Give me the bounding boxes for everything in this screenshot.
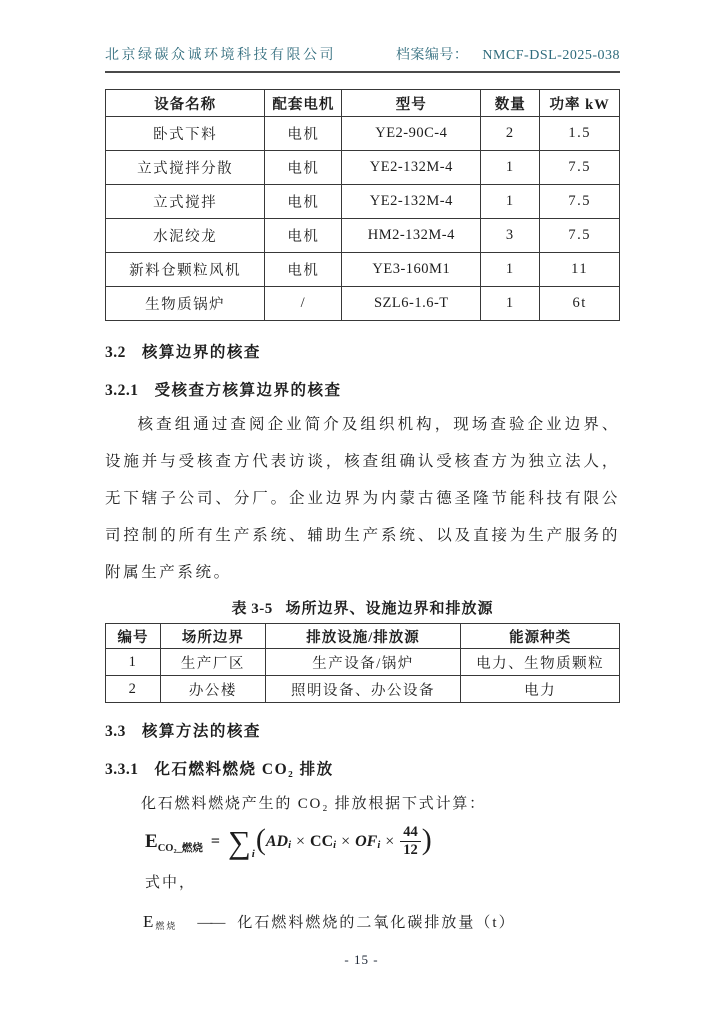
- fraction-44-12: [400, 825, 421, 858]
- file-number-block: [396, 44, 620, 64]
- equipment-table: [105, 89, 620, 321]
- table-cell: 照明设备、办公设备: [265, 676, 460, 703]
- boundary-table: [105, 623, 620, 703]
- column-header: 型号: [342, 90, 481, 117]
- close-paren: ): [421, 822, 432, 856]
- table-row: [106, 219, 620, 253]
- table-cell: 电机: [265, 151, 342, 185]
- fraction-numerator: 44: [400, 825, 421, 842]
- table-cell: 1: [481, 253, 540, 287]
- var-AD: AD: [265, 832, 289, 850]
- formula-lhs: E: [145, 830, 158, 852]
- column-header: 配套电机: [265, 90, 342, 117]
- boundary-paragraph: 核查组通过查阅企业简介及组织机构，现场查验企业边界、设施并与受核查方代表访谈，核查组确认受核查方为独立法人，无下辖子公司、分厂。企业边界为内蒙古德圣隆节能科技有限公司控制的所有生产系统、辅助生产系统、以及直接为生产服务的附属生产系统。: [105, 416, 620, 581]
- table-cell: YE2-132M-4: [342, 151, 481, 185]
- column-header: 场所边界: [160, 624, 265, 649]
- column-header: 能源种类: [461, 624, 620, 649]
- table-cell: 电机: [265, 253, 342, 287]
- table-cell: YE2-90C-4: [342, 117, 481, 151]
- table-cell: 电力、生物质颗粒: [461, 649, 620, 676]
- file-number-label: 档案编号：: [395, 48, 469, 63]
- table-cell: 1: [481, 151, 540, 185]
- symbol-E-subscript: 燃烧: [155, 921, 178, 932]
- table-cell: 1: [481, 287, 540, 321]
- section-number: 3.2: [105, 344, 126, 361]
- table-cell: 生产设备/锅炉: [265, 649, 460, 676]
- table-row: [106, 649, 620, 676]
- table-cell: 3: [481, 219, 540, 253]
- symbol-E: E: [143, 912, 156, 932]
- table-cell: 7.5: [540, 219, 620, 253]
- table-3-5-caption: [105, 597, 620, 618]
- var-OF: OF: [355, 832, 378, 850]
- table-header-row: [106, 624, 620, 649]
- section-number: 3.3: [105, 723, 126, 740]
- where-label: 式中，: [145, 875, 197, 892]
- times-sign: ×: [385, 832, 395, 850]
- section-title: 核算方法的核查: [141, 723, 261, 740]
- table-cell: HM2-132M-4: [342, 219, 481, 253]
- table-row: [106, 185, 620, 219]
- table-cell: 电机: [265, 117, 342, 151]
- open-paren: (: [255, 822, 266, 856]
- table-cell: 电机: [265, 219, 342, 253]
- file-number-value: NMCF-DSL-2025-038: [482, 48, 620, 63]
- table-cell: 6t: [540, 287, 620, 321]
- fraction-denominator: 12: [403, 842, 418, 859]
- table-cell: 7.5: [540, 185, 620, 219]
- section-heading-3-3-1: [105, 757, 620, 779]
- formula-intro: 化石燃料燃烧产生的 CO₂ 排放根据下式计算：: [141, 796, 486, 812]
- table-row: [106, 253, 620, 287]
- table-cell: 水泥绞龙: [106, 219, 265, 253]
- var-CC-subscript: i: [333, 840, 337, 852]
- table-header-row: [106, 90, 620, 117]
- table-caption-title: 场所边界、设施边界和排放源: [285, 601, 494, 617]
- column-header: 设备名称: [106, 90, 265, 117]
- table-cell: 7.5: [540, 151, 620, 185]
- symbol-definition: [143, 911, 620, 932]
- table-row: [106, 287, 620, 321]
- page-header: [105, 44, 620, 73]
- table-cell: 卧式下料: [106, 117, 265, 151]
- table-cell: 2: [481, 117, 540, 151]
- section-title: 化石燃料燃烧 CO₂ 排放: [154, 761, 334, 778]
- column-header: 编号: [106, 624, 161, 649]
- table-cell: 立式搅拌: [106, 185, 265, 219]
- var-AD-subscript: i: [288, 840, 291, 852]
- section-title: 核算边界的核查: [141, 344, 261, 361]
- sigma-subscript: i: [251, 847, 255, 860]
- page-number: - 15 -: [344, 952, 379, 967]
- table-cell: /: [265, 287, 342, 321]
- table-cell: 电力: [461, 676, 620, 703]
- table-cell: 立式搅拌分散: [106, 151, 265, 185]
- co2-combustion-formula: [145, 822, 620, 860]
- section-heading-3-2: [105, 340, 620, 362]
- table-row: [106, 117, 620, 151]
- table-cell: 生物质锅炉: [106, 287, 265, 321]
- times-sign: ×: [341, 832, 351, 850]
- table-cell: SZL6-1.6-T: [342, 287, 481, 321]
- table-cell: 办公楼: [160, 676, 265, 703]
- section-heading-3-2-1: [105, 378, 620, 400]
- table-cell: 1: [481, 185, 540, 219]
- section-heading-3-3: [105, 719, 620, 741]
- section-title: 受核查方核算边界的核查: [154, 382, 342, 399]
- company-name: 北京绿碳众诚环境科技有限公司: [105, 48, 336, 63]
- table-row: [106, 676, 620, 703]
- table-caption-label: 表 3-5: [231, 601, 273, 617]
- sigma-symbol: ∑: [227, 823, 251, 860]
- section-number: 3.2.1: [105, 382, 139, 399]
- table-cell: 2: [106, 676, 161, 703]
- column-header: 排放设施/排放源: [265, 624, 460, 649]
- equals-sign: =: [210, 832, 220, 850]
- table-cell: 新料仓颗粒风机: [106, 253, 265, 287]
- var-OF-subscript: i: [377, 840, 381, 852]
- section-number: 3.3.1: [105, 761, 139, 778]
- table-cell: 1.5: [540, 117, 620, 151]
- column-header: 功率 kW: [540, 90, 620, 117]
- column-header: 数量: [481, 90, 540, 117]
- table-cell: YE2-132M-4: [342, 185, 481, 219]
- definition-dash: ——: [197, 915, 224, 932]
- table-cell: 11: [540, 253, 620, 287]
- table-cell: 生产厂区: [160, 649, 265, 676]
- table-row: [106, 151, 620, 185]
- definition-text: 化石燃料燃烧的二氧化碳排放量（t）: [237, 915, 516, 932]
- times-sign: ×: [296, 832, 306, 850]
- formula-lhs-subscript: CO₂_燃烧: [157, 843, 203, 855]
- table-cell: 1: [106, 649, 161, 676]
- var-CC: CC: [310, 832, 334, 850]
- table-cell: YE3-160M1: [342, 253, 481, 287]
- table-cell: 电机: [265, 185, 342, 219]
